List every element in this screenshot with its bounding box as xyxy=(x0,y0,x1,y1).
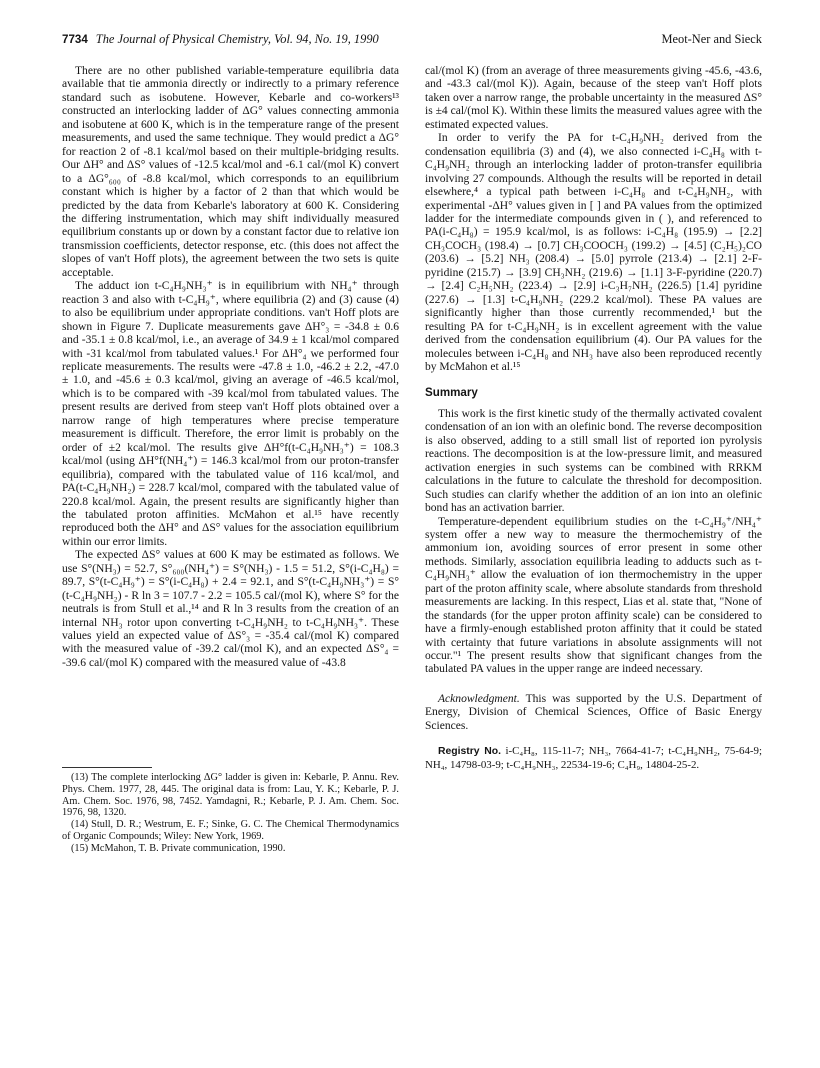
acknowledgment-text: This was supported by the U.S. Department of Energy, Division of Chemical Sciences, Office of Basic Energy Sciences. xyxy=(425,692,762,732)
paragraph-proton-ladder: In order to verify the PA for t-C₄H₉NH₂ derived from the condensation equilibria (3) and (4), we also connected i-C₄H₈ with t-C₄H₉NH₂ through an interlocking ladder of proton-transfer equilibria involving 27 compounds. Although the results will be reported in detail elsewhere,⁴ a typical path between i-C₄H₈ and t-C₄H₉NH₂, with experimental -ΔH° values given in [ ] and PA values from the optimized ladder for the intermediate compounds given in ( ), and referenced to PA(i-C₄H₈) = 195.9 kcal/mol, is as follows: i-C₄H₈ (195.9) → [2.2] CH₃COCH₃ (198.4) → [0.7] CH₃COOCH₃ (199.2) → [4.5] (C₂H₅)₂CO (203.6) → [5.2] NH₃ (208.4) → [5.0] pyrrole (213.4) → [2.1] 2-F-pyridine (215.7) → [3.9] CH₃NH₂ (219.6) → [1.1] 3-F-pyridine (220.7) → [2.4] C₂H₅NH₂ (223.4) → [2.9] i-C₃H₇NH₂ (226.5) [1.4] pyridine (227.6) → [1.3] t-C₄H₉NH₂ (229.2 kcal/mol). These PA values are significantly higher than those currently recommended,¹ but the resulting PA for t-C₄H₉NH₂ is in excellent agreement with the value derived from the condensation equilibrium (4). Our PA values for the molecules between i-C₄H₈ and NH₃ have also been reproduced recently by McMahon et al.¹⁵ xyxy=(425,132,762,373)
summary-paragraph-2: Temperature-dependent equilibrium studies on the t-C₄H₉⁺/NH₄⁺ system offer a new way to measure the thermochemistry of the ammonium ion, avoiding sources of error present in some other methods. Similarly, association equilibria leading to adducts such as t-C₄H₉NH₃⁺ allow the evaluation of ion thermochemistry in the upper part of the proton affinity scale, where absolute standards from threshold measurements are lacking. In this respect, Lias et al. state that, "None of the standards (for the upper proton affinity scale) can be considered to have a firmly-enough established proton affinity that it could be stated with certainty that future variations in absolute assignments will not occur."¹ The present results show that significant changes from the tabulated PA values in the upper range are indeed necessary. xyxy=(425,515,762,676)
page-number: 7734 xyxy=(62,33,88,46)
running-header xyxy=(62,31,762,47)
header-left xyxy=(62,31,379,48)
author-names: Meot-Ner and Sieck xyxy=(661,32,762,46)
acknowledgment xyxy=(425,693,762,733)
footnote-14: (14) Stull, D. R.; Westrum, E. F.; Sinke, G. C. The Chemical Thermodynamics of Organic Compounds; Wiley: New York, 1969. xyxy=(62,819,399,842)
registry-numbers xyxy=(425,745,762,771)
registry-label: Registry No. xyxy=(438,746,501,758)
paragraph-entropy-continued: cal/(mol K) (from an average of three measurements giving -45.6, -43.6, and -43.3 cal/(mol K)). Again, because of the steep van't Hoff plots taken over a narrow range, the probable uncertainty in the measured ΔS° is ±4 cal/(mol K). Within these limits the measured values agree with the estimated expected values. xyxy=(425,65,762,131)
footnote-rule xyxy=(62,767,152,768)
summary-heading: Summary xyxy=(425,386,478,400)
footnote-13: (13) The complete interlocking ΔG° ladder is given in: Kebarle, P. Annu. Rev. Phys. Chem. 1977, 28, 445. The original data is from: Lau, Y. K.; Kebarle, P. J. Am. Chem. Soc. 1976, 98, 7452. Yamdagni, R.; Kebarle, P. J. Am. Chem. Soc. 1976, 98, 1320. xyxy=(62,772,399,819)
paragraph-adduct-ion: The adduct ion t-C₄H₉NH₃⁺ is in equilibrium with NH₄⁺ through reaction 3 and also with t-C₄H₉⁺, where equilibria (2) and (3) cause (4) to also be equilibrium under appropriate conditions. van't Hoff plots are shown in Figure 7. Duplicate measurements gave ΔH°₃ = -34.8 ± 0.6 and -35.1 ± 0.8 kcal/mol, i.e., an average of 34.9 ± 1 kcal/mol compared with -31 kcal/mol from tabulated values.¹ For ΔH°₄ we performed four replicate measurements. The results were -47.8 ± 1.0, -46.2 ± 2.2, -47.0 ± 1.0, and -45.6 ± 0.3 kcal/mol, giving an average of -46.5 kcal/mol, which is to be compared with -39 kcal/mol from tabulated values. The present results are derived from steep van't Hoff plots obtained over a narrow range of high temperatures where precise temperature measurement is difficult. Therefore, the error limit is probably on the order of ±2 kcal/mol. The results give ΔH°f(t-C₄H₉NH₃⁺) = 108.3 kcal/mol (using ΔH°f(NH₄⁺) = 146.3 kcal/mol from our proton-transfer equilibria), compared with the tabulated value of 116 kcal/mol, and PA(t-C₄H₉NH₂) = 228.7 kcal/mol, compared with the tabulated value of 220.8 kcal/mol. Again, the present results are significantly higher than the tabulated proton affinities. McMahon et al.¹⁵ have recently reproduced both the ΔH° and ΔS° values for the association equilibrium within our error limits. xyxy=(62,280,399,548)
paragraph-kebarle-ladder: There are no other published variable-temperature equilibria data available that tie ammonia directly or indirectly to a primary reference standard such as isobutene. However, Kebarle and co-workers¹³ constructed an interlocking ladder of ΔG° values connecting ammonia and isobutene at 600 K, which is in the temperature range of the present measurements, and used the same technique. They would predict a ΔG° for reaction 2 of -8.1 kcal/mol based on their multiple-bridging results. Our ΔH° and ΔS° values of -12.5 kcal/mol and -6.1 cal/(mol K) convert to a ΔG°₆₀₀ of -8.8 kcal/mol, which corresponds to an equilibrium constant which is higher by a factor of 2 than that which would be predicted by the data from Kebarle's laboratory at 600 K. Considering the differing instrumentation, which may shift individually measured equilibrium constants up or down by a constant factor due to relative ion transmission coefficients, detector response, etc. (this does not affect the slopes of van't Hoff plots), the agreement between the two sets is quite acceptable. xyxy=(62,65,399,279)
left-column xyxy=(62,65,399,670)
right-column xyxy=(425,65,762,771)
footnotes xyxy=(62,772,399,855)
acknowledgment-label: Acknowledgment. xyxy=(438,692,520,705)
paragraph-expected-entropy: The expected ΔS° values at 600 K may be estimated as follows. We use S°(NH₃) = 52.7, S°₆₀₀(NH₄⁺) = S°(NH₃) - 1.5 = 51.2, S°(i-C₄H₈) = 89.7, S°(t-C₄H₉⁺) = S°(i-C₄H₈) + 2.4 = 92.1, and S°(t-C₄H₉NH₃⁺) = S°(t-C₄H₉NH₂) - R ln 3 = 107.7 - 2.2 = 105.5 cal/(mol K), where S° for the neutrals is from Stull et al.,¹⁴ and R ln 3 results from the creation of an internal NH₃ rotor upon converting t-C₄H₉NH₂ to t-C₄H₉NH₃⁺. These values yield an expected value of ΔS°₃ = -35.4 cal/(mol K) compared with the measured value of -39.2 cal/(mol K), and an expected ΔS°₄ = -39.6 cal/(mol K) compared with the measured value of -43.8 xyxy=(62,549,399,669)
journal-citation: The Journal of Physical Chemistry, Vol. 94, No. 19, 1990 xyxy=(95,32,379,46)
registry-text: i-C₄H₈, 115-11-7; NH₃, 7664-41-7; t-C₄H₉NH₂, 75-64-9; NH₄, 14798-03-9; t-C₄H₉NH₃, 22534-19-6; C₄H₉, 14804-25-2. xyxy=(425,745,762,771)
footnote-15: (15) McMahon, T. B. Private communication, 1990. xyxy=(71,842,286,854)
summary-paragraph-1: This work is the first kinetic study of the thermally activated covalent condensation of an ion with an olefinic bond. The reverse decomposition is also observed, adding to a still small list of reported ion pyrolysis reactions. The decomposition is at the low-pressure limit, and measured activation energies in such systems can be combined with RRKM calculations in the future to calculate the threshold for decomposition. Such studies can clarify whether the addition of an ion into an olefinic bond has an activation barrier. xyxy=(425,407,762,515)
